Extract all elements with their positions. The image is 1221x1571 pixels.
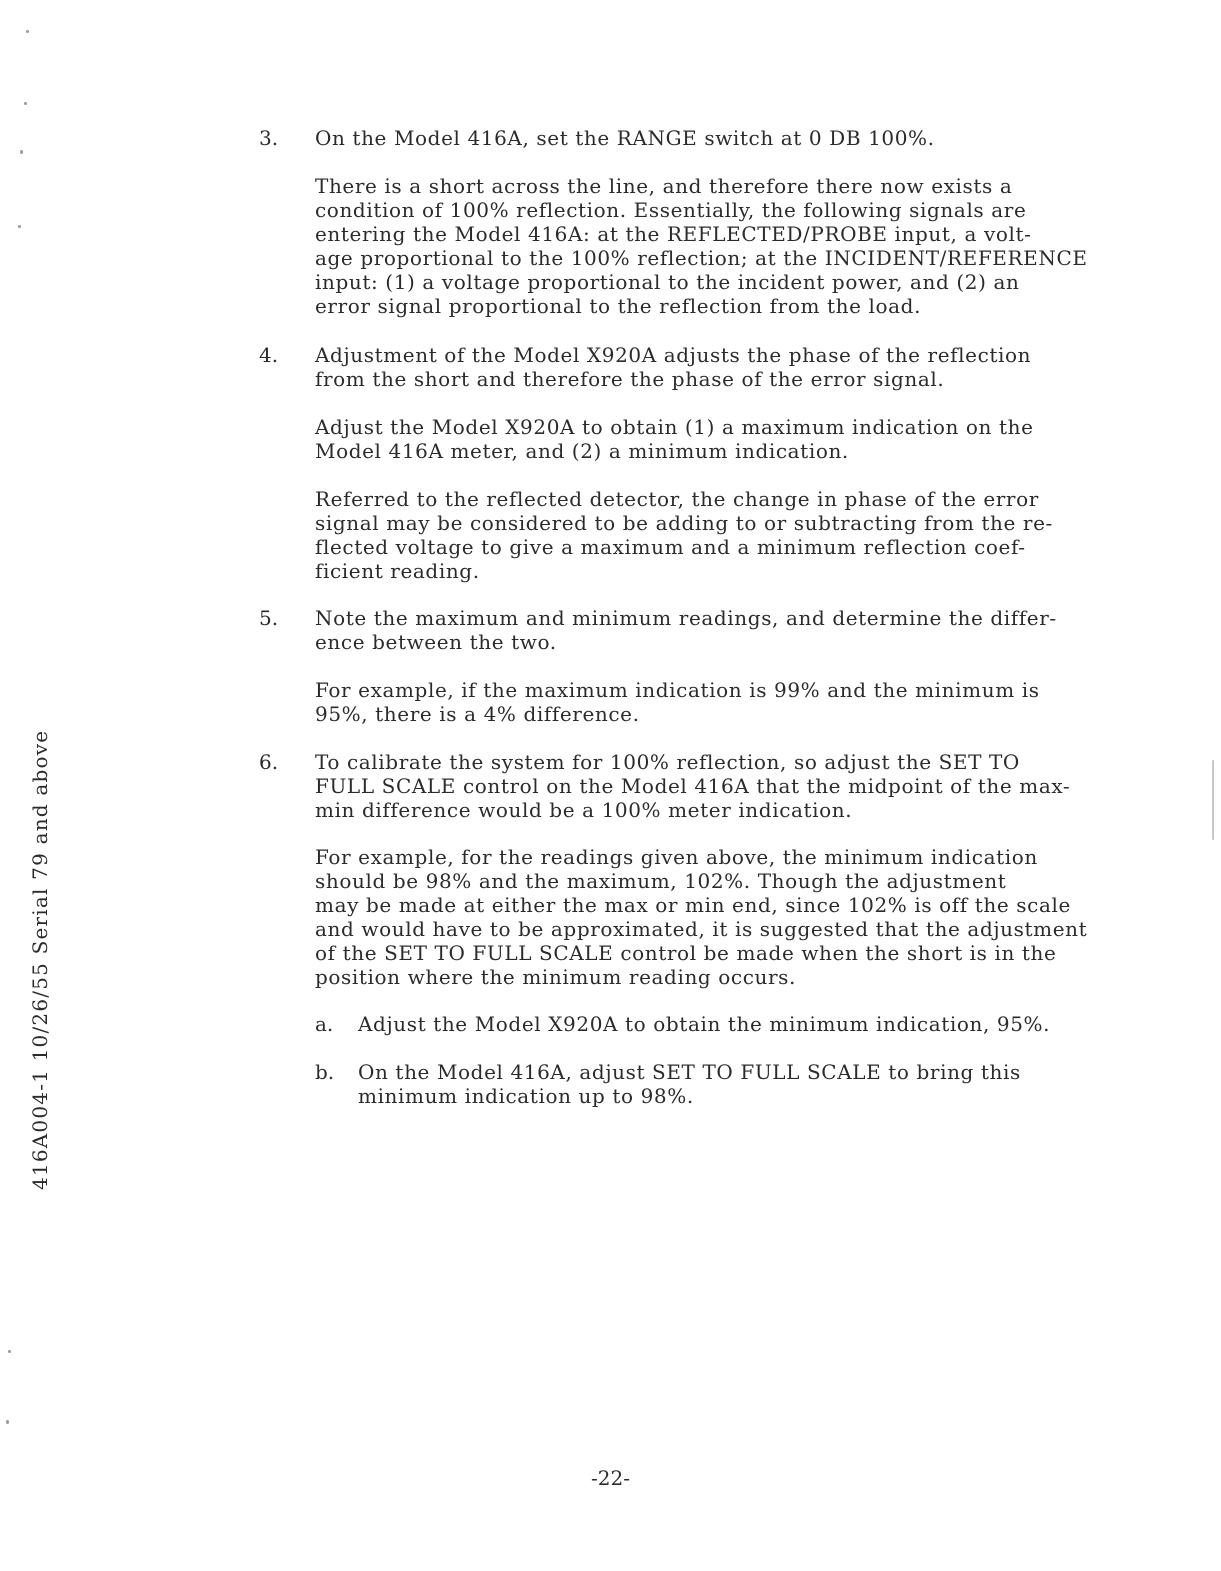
step-3-instruction: On the Model 416A, set the RANGE switch at 0 DB 100%. [315,126,935,150]
substep-a-text: Adjust the Model X920A to obtain the minimum indication, 95%. [358,1012,1051,1036]
scan-speck [8,1350,11,1353]
scan-speck [26,30,29,33]
step-6-instruction: To calibrate the system for 100% reflection, so adjust the SET TO FULL SCALE control on the Model 416A that the midpoint of the max- min difference would be a 100% meter indication. [315,750,1071,822]
scan-speck [18,225,21,228]
scan-speck [20,150,23,154]
step-5-instruction: Note the maximum and minimum readings, and determine the differ- ence between the two. [315,606,1057,654]
step-5-number: 5. [259,606,279,630]
step-3-explanation: There is a short across the line, and therefore there now exists a condition of 100% reflection. Essentially, the following signals are entering the Model 416A: at the REFLECTED/PROBE input, a volt- age proportional to the 100% reflection; at the INCIDENT/REFERENCE input: (1) a voltage proportional to the incident power, and (2) an error signal proportional to the reflection from the load. [315,174,1088,318]
scan-speck [24,102,27,105]
step-4-number: 4. [259,343,279,367]
step-4-instruction: Adjustment of the Model X920A adjusts the phase of the reflection from the short and therefore the phase of the error signal. [315,343,1032,391]
scan-speck [6,1420,9,1424]
scan-edge-line [1212,760,1214,840]
step-6-example: For example, for the readings given above, the minimum indication should be 98% and the maximum, 102%. Though the adjustment may be made at either the max or min end, since 102% is off the scale and would have to be approximated, it is suggested that the adjustment of the SET TO FULL SCALE control be made when the short is in the position where the minimum reading occurs. [315,845,1088,989]
margin-document-id: 416A004-1 10/26/55 Serial 79 and above [28,729,52,1190]
step-4-explanation: Referred to the reflected detector, the change in phase of the error signal may be considered to be adding to or subtracting from the re- flected voltage to give a maximum and a minimum reflection coef- ficient reading. [315,487,1053,583]
step-3-number: 3. [259,126,279,150]
substep-b-label: b. [315,1060,335,1084]
step-4-adjust: Adjust the Model X920A to obtain (1) a maximum indication on the Model 416A meter, and (2) a minimum indication. [315,415,1034,463]
substep-b-text: On the Model 416A, adjust SET TO FULL SCALE to bring this minimum indication up to 98%. [358,1060,1021,1108]
step-6-number: 6. [259,750,279,774]
substep-a-label: a. [315,1012,334,1036]
page-number: -22- [591,1466,630,1490]
step-5-example: For example, if the maximum indication is 99% and the minimum is 95%, there is a 4% difference. [315,678,1040,726]
